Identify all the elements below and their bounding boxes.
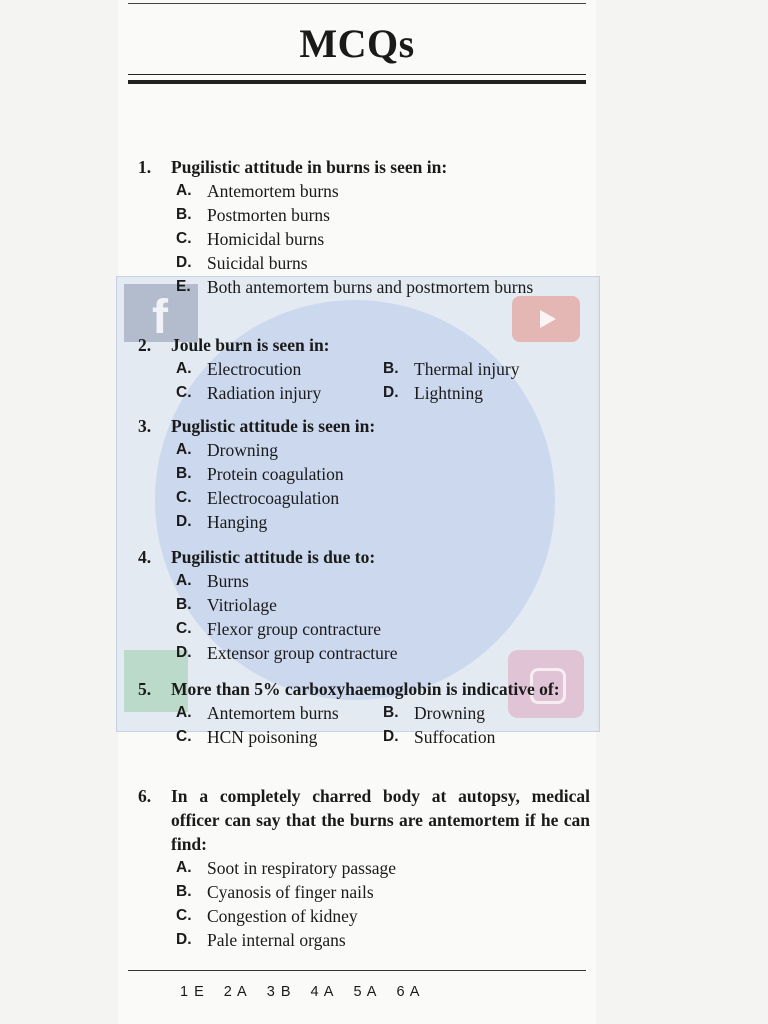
option-letter: D.: [383, 384, 399, 401]
question-number: 2.: [138, 335, 152, 355]
option-text: Soot in respiratory passage: [207, 858, 397, 878]
option-letter: A.: [176, 182, 192, 199]
question-number: 5.: [138, 679, 152, 699]
answer-5: 5 A: [353, 984, 378, 1000]
top-rule: [128, 3, 586, 4]
option-d: [383, 381, 590, 405]
option-letter: A.: [176, 360, 192, 377]
option-text: Radiation injury: [207, 383, 322, 403]
option-text: HCN poisoning: [207, 727, 318, 747]
question-4: [138, 545, 590, 665]
title-rule: [128, 74, 586, 75]
option-text: Extensor group contracture: [207, 643, 398, 663]
option-letter: C.: [176, 907, 192, 924]
option-a: [176, 438, 590, 462]
option-c: [176, 486, 590, 510]
option-text: Cyanosis of finger nails: [207, 882, 374, 902]
option-letter: A.: [176, 441, 192, 458]
option-text: Electrocution: [207, 359, 302, 379]
option-letter: A.: [176, 859, 192, 876]
question-2: [138, 333, 590, 405]
option-text: Electrocoagulation: [207, 488, 340, 508]
option-letter: C.: [176, 728, 192, 745]
question-6: [138, 784, 590, 952]
option-e: [176, 275, 590, 299]
option-c: [176, 725, 383, 749]
question-text: In a completely charred body at autopsy, medical officer can say that the burns are antemortem if he can find:: [171, 786, 590, 854]
question-text: Joule burn is seen in:: [171, 335, 330, 355]
option-letter: B.: [176, 883, 192, 900]
option-text: Suicidal burns: [207, 253, 308, 273]
option-letter: C.: [176, 489, 192, 506]
page-title: MCQs: [299, 21, 415, 66]
option-letter: C.: [176, 384, 192, 401]
option-d: [176, 251, 590, 275]
option-letter: D.: [176, 644, 192, 661]
question-text: Pugilistic attitude in burns is seen in:: [171, 157, 448, 177]
question-5: [138, 677, 590, 749]
option-b: [176, 880, 590, 904]
option-b: [383, 357, 590, 381]
question-number: 1.: [138, 157, 152, 177]
option-a: [176, 357, 383, 381]
option-letter: B.: [176, 596, 192, 613]
option-a: [176, 856, 590, 880]
answer-6: 6 A: [396, 984, 421, 1000]
option-b: [176, 203, 590, 227]
option-text: Homicidal burns: [207, 229, 325, 249]
option-letter: A.: [176, 704, 192, 721]
question-text: Puglistic attitude is seen in:: [171, 416, 376, 436]
option-letter: E.: [176, 278, 191, 295]
option-b: [383, 701, 590, 725]
option-c: [176, 381, 383, 405]
option-b: [176, 462, 590, 486]
option-c: [176, 617, 590, 641]
option-letter: C.: [176, 230, 192, 247]
option-text: Drowning: [414, 703, 485, 723]
question-3: [138, 414, 590, 534]
answer-1: 1 E: [180, 984, 205, 1000]
question-1: [138, 155, 590, 299]
answer-2: 2 A: [223, 984, 248, 1000]
option-text: Antemortem burns: [207, 703, 339, 723]
option-letter: D.: [176, 931, 192, 948]
answer-3: 3 B: [266, 984, 292, 1000]
title-rule-thick: [128, 80, 586, 84]
option-text: Vitriolage: [207, 595, 277, 615]
option-letter: B.: [383, 360, 399, 377]
answer-key-rule: [128, 970, 586, 971]
option-d: [176, 510, 590, 534]
option-b: [176, 593, 590, 617]
option-text: Drowning: [207, 440, 278, 460]
question-text: More than 5% carboxyhaemoglobin is indicative of:: [171, 679, 560, 699]
option-d: [176, 641, 590, 665]
option-text: Protein coagulation: [207, 464, 344, 484]
option-text: Suffocation: [414, 727, 496, 747]
option-c: [176, 227, 590, 251]
option-a: [176, 179, 590, 203]
option-a: [176, 701, 383, 725]
option-text: Hanging: [207, 512, 268, 532]
option-letter: C.: [176, 620, 192, 637]
option-text: Antemortem burns: [207, 181, 339, 201]
question-number: 4.: [138, 547, 152, 567]
option-letter: B.: [176, 465, 192, 482]
option-letter: D.: [176, 254, 192, 271]
answer-4: 4 A: [310, 984, 335, 1000]
option-text: Lightning: [414, 383, 484, 403]
question-number: 6.: [138, 786, 152, 806]
answer-key: [180, 984, 420, 1000]
option-text: Burns: [207, 571, 249, 591]
facebook-icon: f: [124, 284, 198, 342]
option-letter: B.: [176, 206, 192, 223]
option-letter: A.: [176, 572, 192, 589]
option-text: Both antemortem burns and postmortem burns: [207, 277, 534, 297]
option-letter: D.: [176, 513, 192, 530]
option-d: [176, 928, 590, 952]
option-c: [176, 904, 590, 928]
option-letter: D.: [383, 728, 399, 745]
option-text: Postmorten burns: [207, 205, 330, 225]
option-letter: B.: [383, 704, 399, 721]
option-text: Thermal injury: [414, 359, 520, 379]
option-d: [383, 725, 590, 749]
option-text: Pale internal organs: [207, 930, 346, 950]
option-a: [176, 569, 590, 593]
option-text: Flexor group contracture: [207, 619, 381, 639]
question-number: 3.: [138, 416, 152, 436]
option-text: Congestion of kidney: [207, 906, 358, 926]
question-text: Pugilistic attitude is due to:: [171, 547, 376, 567]
